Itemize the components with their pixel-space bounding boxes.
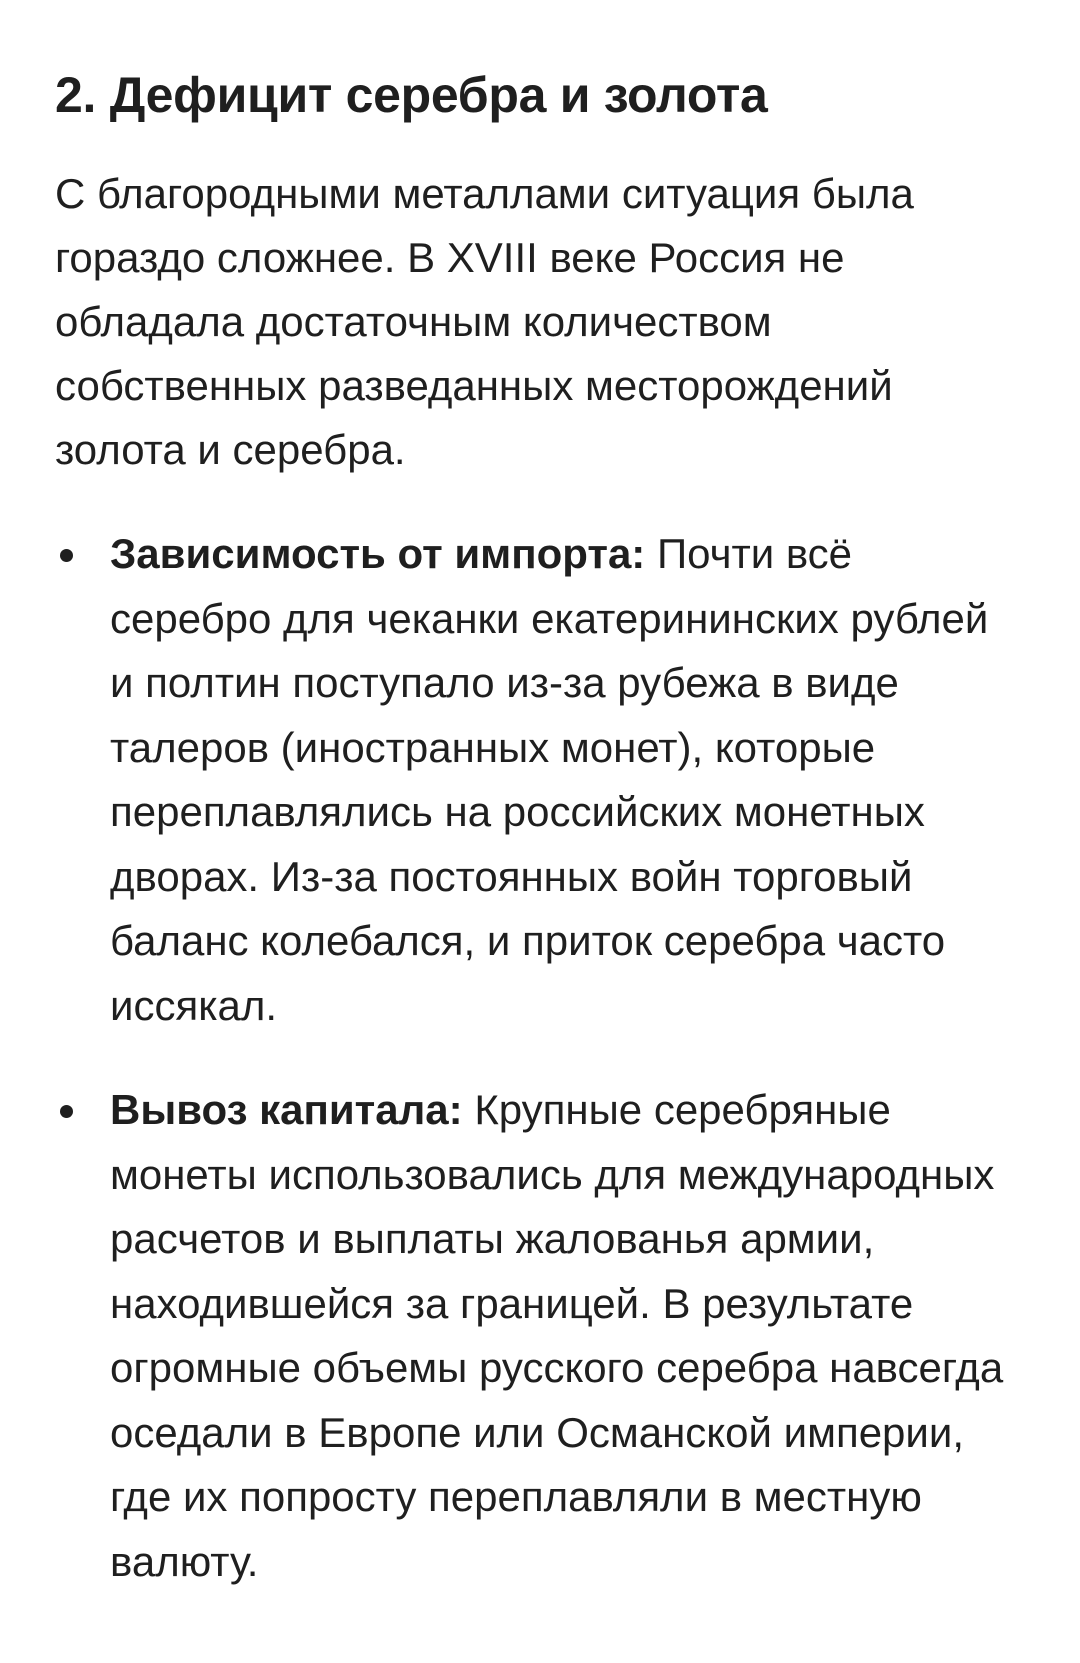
intro-paragraph: С благородными металлами ситуация была гораздо сложнее. В XVIII веке Россия не обладала достаточным количеством собственных разведанных месторождений золота и серебра. [55, 170, 914, 473]
bullet-text: Почти всё серебро для чеканки екатерининских рублей и полтин поступало из-за рубежа в виде талеров (иностранных монет), которые переплавлялись на российских монетных дворах. Из-за постоянных войн торговый баланс колебался, и приток серебра часто иссякал. [110, 530, 989, 1029]
bullet-title: Вывоз капитала: [110, 1086, 463, 1133]
bullet-item-import-dependency [55, 522, 1010, 1038]
article [55, 60, 1040, 1634]
section-heading: 2. Дефицит серебра и золота [55, 67, 768, 123]
bullet-text: Крупные серебряные монеты использовались для международных расчетов и выплаты жалованья армии, находившейся за границей. В результате огромные объемы русского серебра навсегда оседали в Европе или Османской империи, где их попросту переплавляли в местную валюту. [110, 1086, 1004, 1585]
bullet-item-capital-export [55, 1078, 1010, 1594]
bullet-list [55, 522, 1040, 1594]
bullet-title: Зависимость от импорта: [110, 530, 646, 577]
